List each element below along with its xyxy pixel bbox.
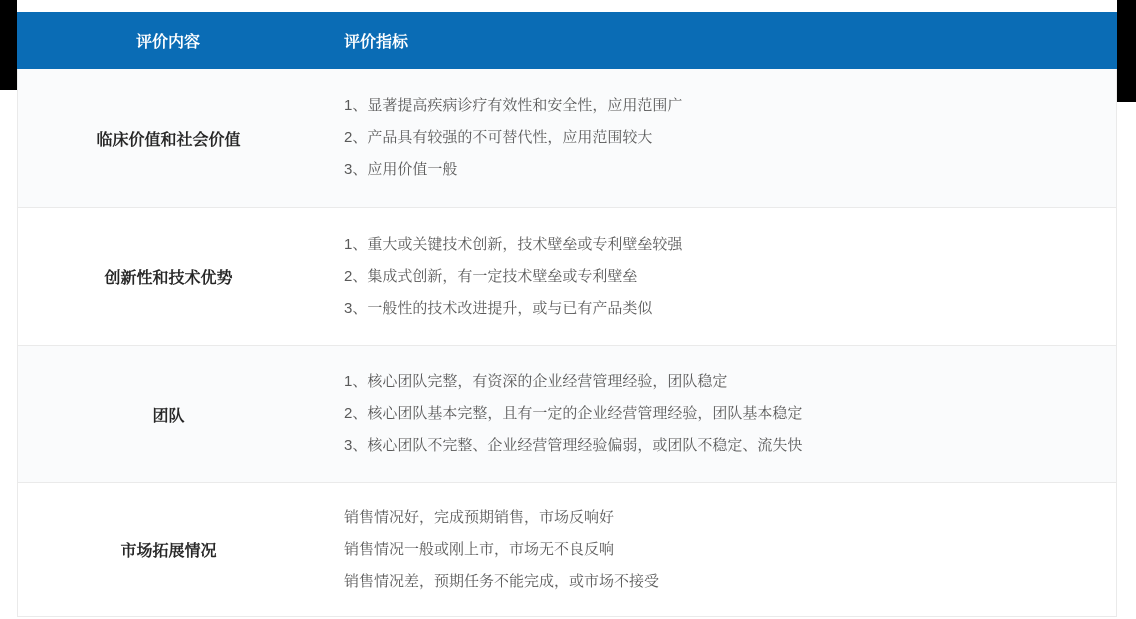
category-cell: 创新性和技术优势 — [104, 270, 233, 287]
indicator-item: 1、核心团队完整，有资深的企业经营管理经验，团队稳定 — [344, 373, 728, 390]
table-row-innovation — [18, 207, 1116, 345]
indicator-cell — [319, 346, 1116, 482]
left-edge-black-strip — [0, 0, 17, 90]
indicator-item: 2、核心团队基本完整，且有一定的企业经营管理经验，团队基本稳定 — [344, 405, 803, 422]
indicator-cell — [319, 69, 1116, 207]
indicator-item: 1、显著提高疾病诊疗有效性和安全性，应用范围广 — [344, 97, 683, 114]
indicator-item: 1、重大或关键技术创新，技术壁垒或专利壁垒较强 — [344, 235, 683, 253]
indicator-item: 销售情况差，预期任务不能完成，或市场不接受 — [344, 572, 660, 590]
indicator-item: 3、核心团队不完整、企业经营管理经验偏弱，或团队不稳定、流失快 — [344, 437, 803, 454]
table-row-market-expansion — [18, 482, 1116, 616]
indicator-item: 销售情况一般或刚上市，市场无不良反响 — [344, 540, 615, 558]
table-row-team — [18, 345, 1116, 482]
category-cell: 临床价值和社会价值 — [96, 131, 241, 149]
table-row-clinical-value — [18, 69, 1116, 207]
indicator-cell — [319, 208, 1116, 345]
category-cell: 团队 — [152, 407, 185, 425]
category-cell: 市场拓展情况 — [120, 543, 217, 560]
evaluation-table — [17, 12, 1117, 617]
header-cell-evaluation-content: 评价内容 — [135, 34, 200, 51]
header-cell-evaluation-indicator: 评价指标 — [344, 34, 409, 51]
indicator-item: 2、集成式创新，有一定技术壁垒或专利壁垒 — [344, 267, 638, 285]
indicator-item: 3、一般性的技术改进提升，或与已有产品类似 — [344, 299, 653, 317]
right-edge-black-strip — [1117, 0, 1136, 102]
indicator-item: 销售情况好，完成预期销售，市场反响好 — [344, 508, 615, 526]
indicator-item: 2、产品具有较强的不可替代性，应用范围较大 — [344, 129, 653, 146]
table-header-row — [17, 12, 1117, 69]
indicator-cell — [319, 483, 1116, 616]
indicator-item: 3、应用价值一般 — [344, 161, 458, 178]
